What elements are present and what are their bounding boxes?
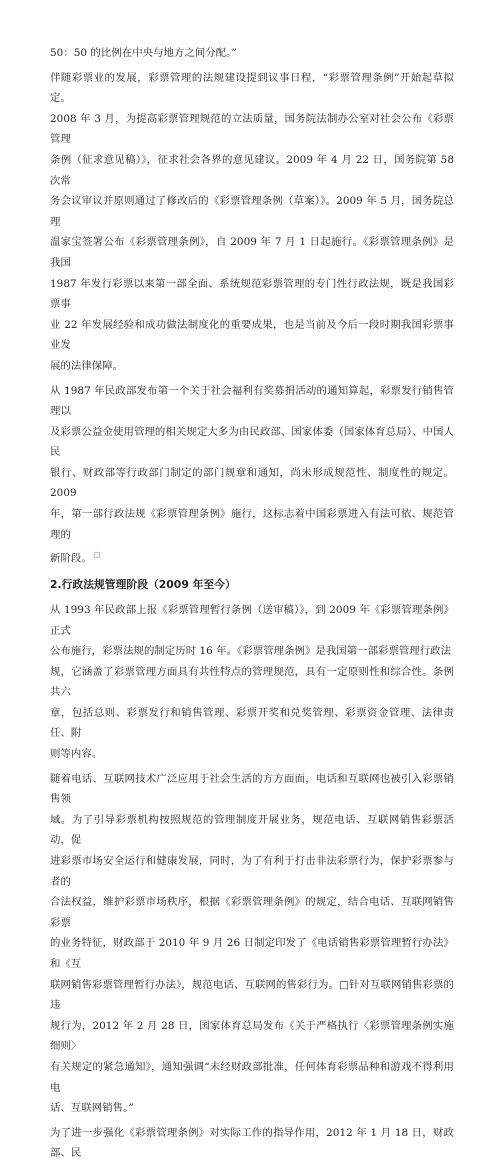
text-line: 规，它涵盖了彩票管理方面具有共性特点的管理规范，具有一定原则性和综合性。条例共六 xyxy=(50,665,454,699)
footnote-marker: □ xyxy=(93,551,101,560)
text-line: 合法权益，维护彩票市场秩序，根据《彩票管理条例》的规定，结合电话、互联网销售彩票 xyxy=(50,896,454,929)
text-line: 条例（征求意见稿）》，征求社会各界的意见建议。2009 年 4 月 22 日，国务院第 58 次常 xyxy=(50,153,454,187)
paragraph xyxy=(50,68,454,377)
text-line: 域。为了引导彩票机构按照规范的管理制度开展业务，规范电话、互联网销售彩票活动，促 xyxy=(50,813,454,847)
text-line: 新阶段。 □ xyxy=(50,551,101,565)
paragraph xyxy=(50,381,454,570)
text-line: 银行、财政部等行政部门制定的部门规章和通知，尚未形成规范性、制度性的规定。2009 xyxy=(50,466,454,500)
text-line: 进彩票市场安全运行和健康发展，同时，为了有利于打击非法彩票行为，保护彩票参与者的 xyxy=(50,855,454,888)
text-line: 的业务特征，财政部于 2010 年 9 月 26 日制定印发了《电话销售彩票管理暂行办法》和《互 xyxy=(50,937,454,970)
text-line: 伴随彩票业的发展，彩票管理的法规建设提到议事日程，“彩票管理条例”开始起草拟定。 xyxy=(50,71,454,105)
text-line: 展的法律保障。 xyxy=(50,359,124,372)
text-line: 为了进一步强化《彩票管理条例》对实际工作的指导作用，2012 年 1 月 18 日，财政部、民 xyxy=(50,1126,454,1160)
section-heading: 2.行政法规管理阶段（2009 年至今） xyxy=(50,578,236,592)
text-line: 章，包括总则、彩票发行和销售管理、彩票开奖和兑奖管理、彩票资金管理、法律责任、附 xyxy=(50,706,454,740)
text-line: 随着电话、互联网技术广泛应用于社会生活的方方面面，电话和互联网也被引入彩票销售领 xyxy=(50,772,454,806)
text-line: 从 1987 年民政部发布第一个关于社会福利有奖募捐活动的通知算起，彩票发行销售管理以 xyxy=(50,384,454,418)
text-line: 1987 年发行彩票以来第一部全面、系统规范彩票管理的专门性行政法规，既是我国彩票事 xyxy=(50,277,454,311)
text-line: 2008 年 3 月，为提高彩票管理规范的立法质量，国务院法制办公室对社会公布《彩票管理 xyxy=(50,112,454,146)
text-line: 有关规定的紧急通知》，通知强调“未经财政部批准，任何体育彩票品种和游戏不得利用电 xyxy=(50,1060,454,1094)
paragraph xyxy=(50,769,454,1119)
text-line: 则等内容。 xyxy=(50,748,103,761)
text-line: 规行为，2012 年 2 月 28 日，国家体育总局发布《关于严格执行〈彩票管理条例实施细则〉 xyxy=(50,1019,454,1053)
text-line: 公布施行，彩票法规的制定历时 16 年。《彩票管理条例》是我国第一部彩票管理行政法 xyxy=(50,645,452,658)
paragraph xyxy=(50,600,454,765)
text-line: 务会议审议并原则通过了修改后的《彩票管理条例（草案）》。2009 年 5 月，国务院总理 xyxy=(50,195,454,228)
text-line: 年，第一部行政法规《彩票管理条例》施行，这标志着中国彩票进入有法可依、规范管理的 xyxy=(50,508,454,541)
text-line: 联网销售彩票管理暂行办法》，规范电话、互联网的售彩行为。□针对互联网销售彩票的违 xyxy=(50,978,454,1012)
text-line: 温家宝签署公布《彩票管理条例》，自 2009 年 7 月 1 日起施行。《彩票管理条例》是我国 xyxy=(50,236,454,269)
text-line: 及彩票公益金使用管理的相关规定大多为由民政部、国家体委（国家体育总局）、中国人民 xyxy=(50,425,454,459)
text-line: 50：50 的比例在中央与地方之间分配。” xyxy=(50,47,237,59)
text-line: 从 1993 年民政部上报《彩票管理暂行条例（送审稿）》，到 2009 年《彩票管理条例》正式 xyxy=(50,603,454,637)
paragraph xyxy=(50,1123,454,1164)
body-text-top xyxy=(50,43,454,573)
text-line: 业 22 年发展经验和成功做法制度化的重要成果，也是当前及今后一段时期我国彩票事业发 xyxy=(50,318,454,352)
text-line: 话、互联网销售。” xyxy=(50,1102,134,1115)
paragraph xyxy=(50,43,454,64)
body-text-bottom xyxy=(50,600,454,1168)
